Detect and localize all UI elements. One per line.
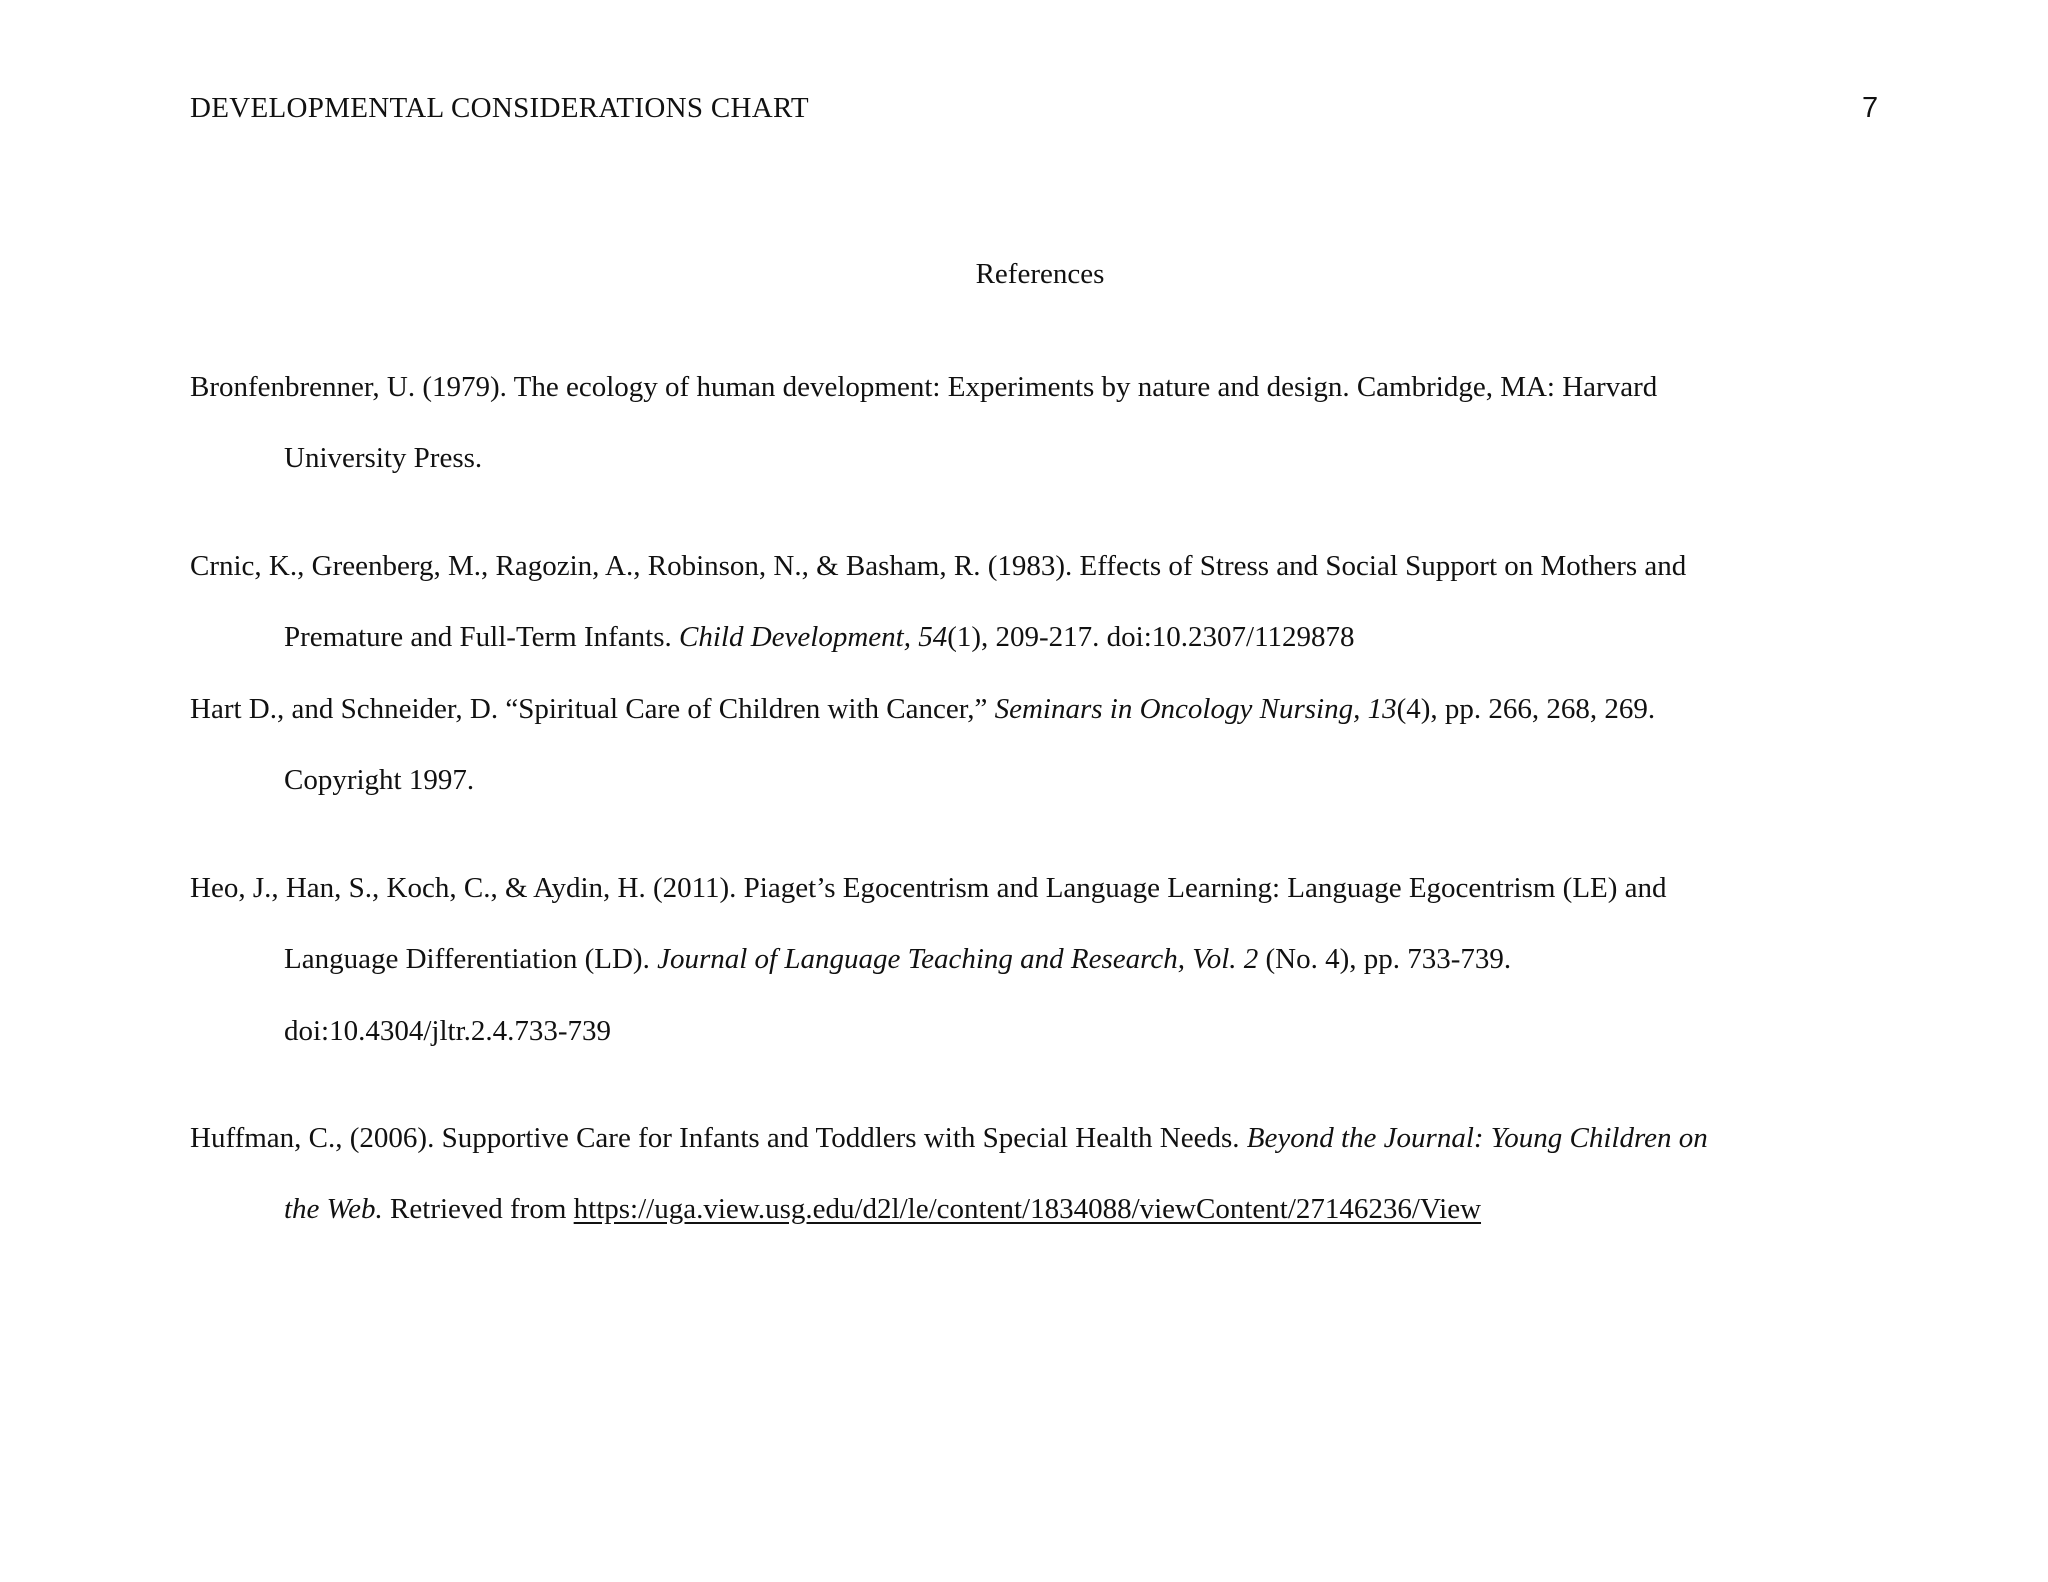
reference-line: Crnic, K., Greenberg, M., Ragozin, A., Robinson, N., & Basham, R. (1983). Effects of Stress and Social Support on Mothers and [190,550,1687,582]
reference-text: Premature and Full-Term Infants. [284,621,679,653]
journal-title: Beyond the Journal: Young Children on [1246,1122,1708,1154]
running-head: DEVELOPMENTAL CONSIDERATIONS CHART [190,92,809,124]
reference-text: Huffman, C., (2006). Supportive Care for Infants and Toddlers with Special Health Needs. [190,1122,1247,1154]
reference-text: (1), 209-217. doi:10.2307/1129878 [947,621,1355,653]
reference-text: Hart D., and Schneider, D. “Spiritual Care of Children with Cancer,” [190,693,995,725]
page-number: 7 [1862,92,1879,124]
reference-line: Bronfenbrenner, U. (1979). The ecology of human development: Experiments by nature and design. Cambridge, MA: Harvard [190,371,1658,403]
reference-line: Heo, J., Han, S., Koch, C., & Aydin, H. (2011). Piaget’s Egocentrism and Language Learning: Language Egocentrism (LE) and [190,872,1667,904]
reference-line: Copyright 1997. [284,764,475,796]
reference-text: (4), pp. 266, 268, 269. [1396,693,1656,725]
journal-title: the Web. [284,1193,383,1225]
reference-text: (No. 4), pp. 733-739. [1258,943,1512,975]
reference-line: University Press. [284,442,483,474]
reference-line [190,693,1655,726]
reference-url-link[interactable]: https://uga.view.usg.edu/d2l/le/content/1834088/viewContent/27146236/View [573,1193,1482,1225]
references-heading: References [975,258,1105,290]
reference-line [284,943,1511,976]
reference-line [190,1122,1708,1155]
journal-title: Child Development, 54 [679,621,948,653]
reference-line [284,1193,1481,1226]
journal-title: Journal of Language Teaching and Research, Vol. 2 [657,943,1259,975]
journal-title: Seminars in Oncology Nursing, 13 [994,693,1397,725]
reference-text: Retrieved from [382,1193,574,1225]
reference-text: Language Differentiation (LD). [284,943,658,975]
reference-line: doi:10.4304/jltr.2.4.733-739 [284,1015,612,1047]
reference-line [284,621,1355,654]
